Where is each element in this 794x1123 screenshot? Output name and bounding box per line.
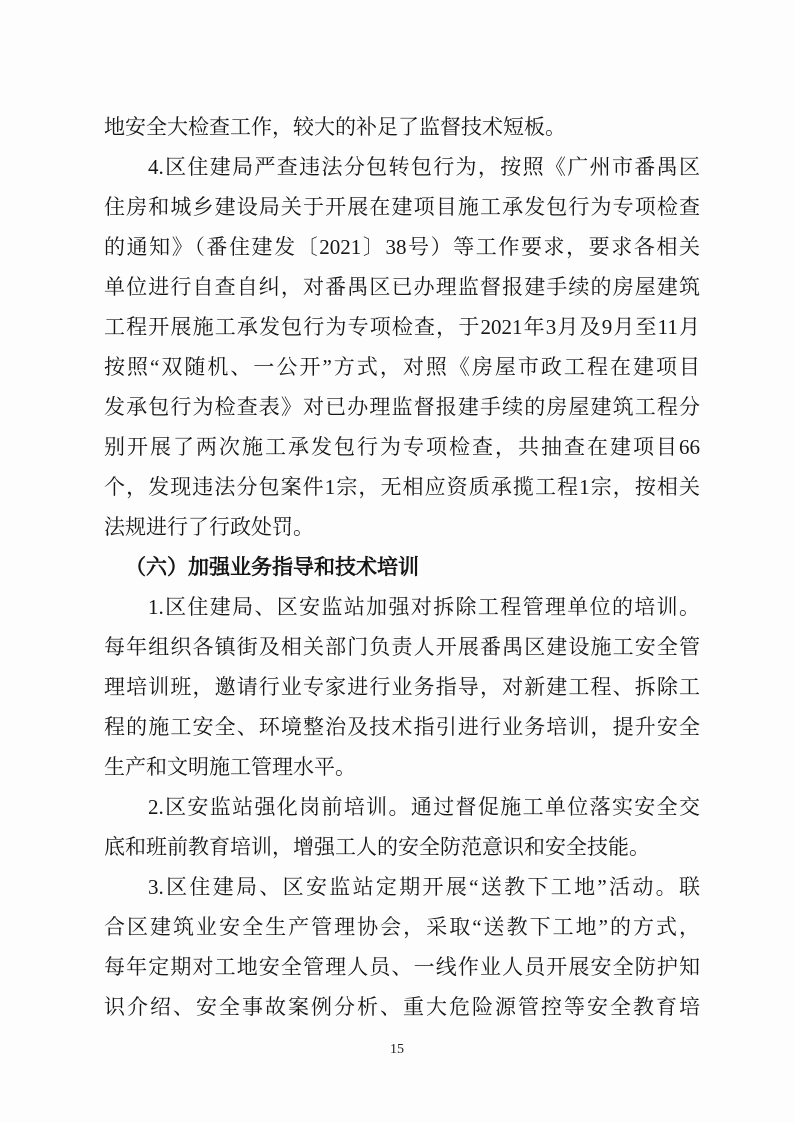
text-line: 地安全大检查工作，较大的补足了监督技术短板。: [104, 115, 566, 139]
text-line: 法规进行了行政处罚。: [104, 515, 314, 539]
text-line: 底和班前教育培训，增强工人的安全防范意识和安全技能。: [104, 835, 650, 859]
text-line: 单位进行自查自纠，对番禺区已办理监督报建手续的房屋建筑: [104, 275, 700, 299]
text-line: 发承包行为检查表》对已办理监督报建手续的房屋建筑工程分: [104, 395, 700, 419]
text-line: 2.区安监站强化岗前培训。通过督促施工单位落实安全交: [148, 795, 700, 819]
text-line: 3.区住建局、区安监站定期开展“送教下工地”活动。联: [148, 875, 700, 899]
text-line: 别开展了两次施工承发包行为专项检查，共抽查在建项目66: [104, 435, 700, 459]
document-body: [104, 107, 700, 1027]
text-line: 每年定期对工地安全管理人员、一线作业人员开展安全防护知: [104, 955, 700, 979]
text-line: 个，发现违法分包案件1宗，无相应资质承揽工程1宗，按相关: [104, 475, 700, 499]
text-line: 的通知》（番住建发〔2021〕38号）等工作要求，要求各相关: [104, 235, 700, 259]
text-line: 1.区住建局、区安监站加强对拆除工程管理单位的培训。: [148, 595, 700, 619]
text-line: 每年组织各镇街及相关部门负责人开展番禺区建设施工安全管: [104, 635, 700, 659]
text-line: 理培训班，邀请行业专家进行业务指导，对新建工程、拆除工: [104, 675, 700, 699]
text-line: 程的施工安全、环境整治及技术指引进行业务培训，提升安全: [104, 715, 700, 739]
text-line: 合区建筑业安全生产管理协会，采取“送教下工地”的方式，: [104, 915, 700, 939]
text-line: 4.区住建局严查违法分包转包行为，按照《广州市番禺区: [148, 155, 700, 179]
text-line: 按照“双随机、一公开”方式，对照《房屋市政工程在建项目: [104, 355, 700, 379]
text-line: 工程开展施工承发包行为专项检查，于2021年3月及9月至11月: [104, 315, 700, 339]
text-line: 识介绍、安全事故案例分析、重大危险源管控等安全教育培: [104, 995, 700, 1019]
page-number: 15: [390, 1042, 404, 1057]
text-line: （六）加强业务指导和技术培训: [125, 555, 419, 579]
text-line: 生产和文明施工管理水平。: [104, 755, 356, 779]
text-line: 住房和城乡建设局关于开展在建项目施工承发包行为专项检查: [104, 195, 700, 219]
